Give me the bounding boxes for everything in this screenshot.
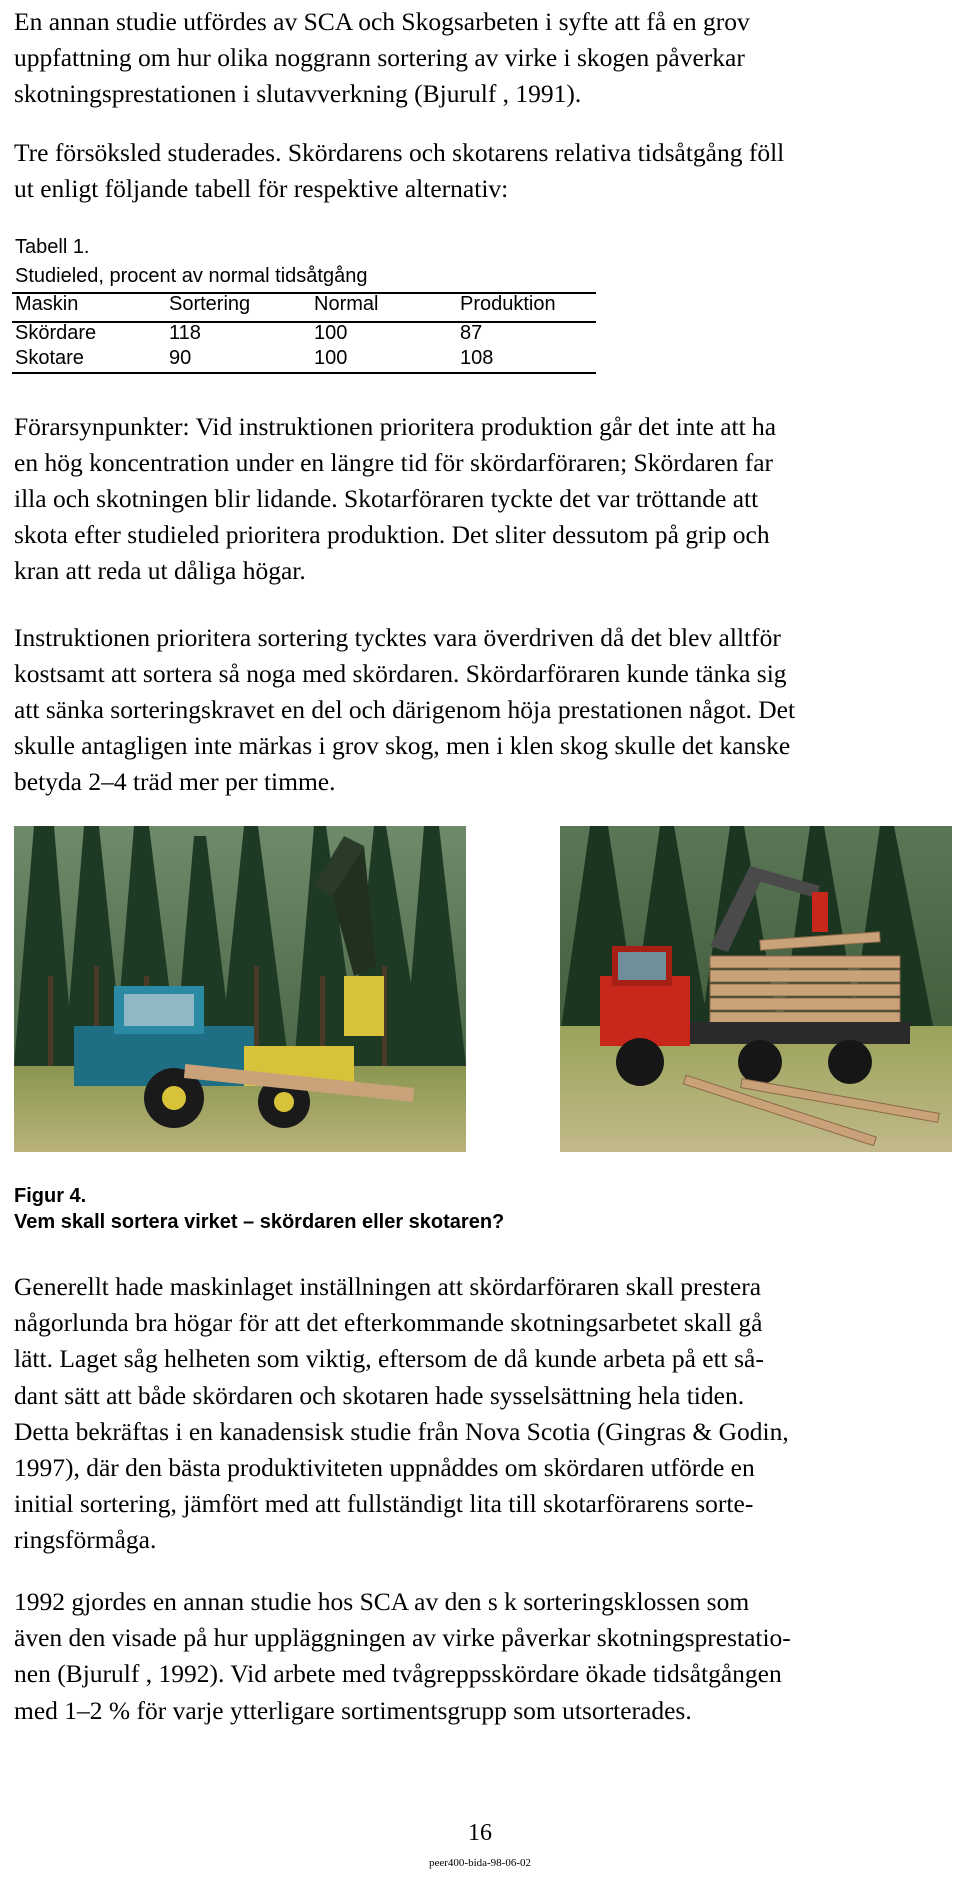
text-line: kostsamt att sortera så noga med skördaren. Skördarföraren kunde tänka sig xyxy=(14,659,787,688)
harvester-photo xyxy=(14,826,466,1152)
operator-views-paragraph xyxy=(14,409,954,589)
text-line: initial sortering, jämfört med att fullständigt lita till skotarförarens sorte- xyxy=(14,1489,754,1519)
text-line: kran att reda ut dåliga högar. xyxy=(14,556,306,585)
text-line: 1997), där den bästa produktiviteten uppnåddes om skördaren utförde en xyxy=(14,1453,755,1483)
study-setup-paragraph xyxy=(14,135,954,207)
text-line: dant sätt att både skördaren och skotaren hade sysselsättning hela tiden. xyxy=(14,1380,745,1410)
text-line: Förarsynpunkter: Vid instruktionen prioritera produktion går det inte att ha xyxy=(14,412,777,441)
table-header-cell: Produktion xyxy=(460,293,556,315)
forwarder-photo xyxy=(560,826,952,1152)
sorting-instruction-paragraph xyxy=(14,620,954,800)
table-header-cell: Sortering xyxy=(169,293,251,315)
table-caption: Tabell 1. xyxy=(15,236,90,258)
table-header-cell: Normal xyxy=(314,293,379,315)
text-line: med 1–2 % för varje ytterligare sortimentsgrupp som utsorterades. xyxy=(14,1695,692,1725)
table-cell: 108 xyxy=(460,347,494,369)
text-line: en hög koncentration under en längre tid för skördarföraren; Skördaren far xyxy=(14,448,774,477)
table-cell: Skördare xyxy=(15,322,97,344)
table-cell: 100 xyxy=(314,347,348,369)
document-code: peer400-bida-98-06-02 xyxy=(428,1857,532,1869)
intro-paragraph xyxy=(14,4,954,112)
text-line: ut enligt följande tabell för respektive alternativ: xyxy=(14,174,509,203)
text-line: att sänka sorteringskravet en del och därigenom höja prestationen något. Det xyxy=(14,695,796,724)
text-line: skulle antagligen inte märkas i grov skog, men i klen skog skulle det kanske xyxy=(14,731,791,760)
text-line: illa och skotningen blir lidande. Skotarföraren tyckte det var tröttande att xyxy=(14,484,759,513)
text-line: Tre försöksled studerades. Skördarens och skotarens relativa tidsåtgång föll xyxy=(14,138,785,167)
text-line: skota efter studieled prioritera produktion. Det sliter dessutom på grip och xyxy=(14,520,770,549)
text-line: uppfattning om hur olika noggrann sortering av virke i skogen påverkar xyxy=(14,43,745,72)
text-line: En annan studie utfördes av SCA och Skogsarbeten i syfte att få en grov xyxy=(14,7,750,36)
text-line: lätt. Laget såg helheten som viktig, eftersom de då kunde arbeta på ett så- xyxy=(14,1344,764,1374)
text-line: ringsförmåga. xyxy=(14,1525,157,1555)
table-cell: 100 xyxy=(314,322,348,344)
text-line: Generellt hade maskinlaget inställningen att skördarföraren skall prestera xyxy=(14,1272,762,1301)
text-line: betyda 2–4 träd mer per timme. xyxy=(14,767,336,796)
text-line: Detta bekräftas i en kanadensisk studie från Nova Scotia (Gingras & Godin, xyxy=(14,1416,789,1446)
table-header-rule xyxy=(12,321,596,323)
table-header-cell: Maskin xyxy=(15,293,79,315)
figure-caption-text: Vem skall sortera virket – skördaren eller skotaren? xyxy=(14,1211,505,1233)
text-line: någorlunda bra högar för att det efterkommande skotningsarbetet skall gå xyxy=(14,1308,763,1338)
table-cell: 87 xyxy=(460,322,483,344)
text-line: nen (Bjurulf , 1992). Vid arbete med tvågreppsskördare ökade tidsåtgången xyxy=(14,1659,782,1689)
sorting-block-study-paragraph xyxy=(14,1584,954,1729)
page-number: 16 xyxy=(468,1820,492,1846)
table-bottom-rule xyxy=(12,372,596,374)
table-cell: 118 xyxy=(169,322,201,344)
text-line: skotningsprestationen i slutavverkning (Bjurulf , 1991). xyxy=(14,79,582,108)
figure-label: Figur 4. xyxy=(14,1185,87,1207)
crew-attitude-paragraph xyxy=(14,1269,954,1559)
text-line: Instruktionen prioritera sortering tycktes vara överdriven då det blev alltför xyxy=(14,623,781,652)
text-line: 1992 gjordes en annan studie hos SCA av den s k sorteringsklossen som xyxy=(14,1587,750,1616)
table-subtitle: Studieled, procent av normal tidsåtgång xyxy=(15,265,368,287)
table-cell: Skotare xyxy=(15,347,84,369)
table-cell: 90 xyxy=(169,347,192,369)
text-line: även den visade på hur uppläggningen av virke påverkar skotningsprestatio- xyxy=(14,1623,791,1653)
figure-caption xyxy=(14,1183,504,1235)
